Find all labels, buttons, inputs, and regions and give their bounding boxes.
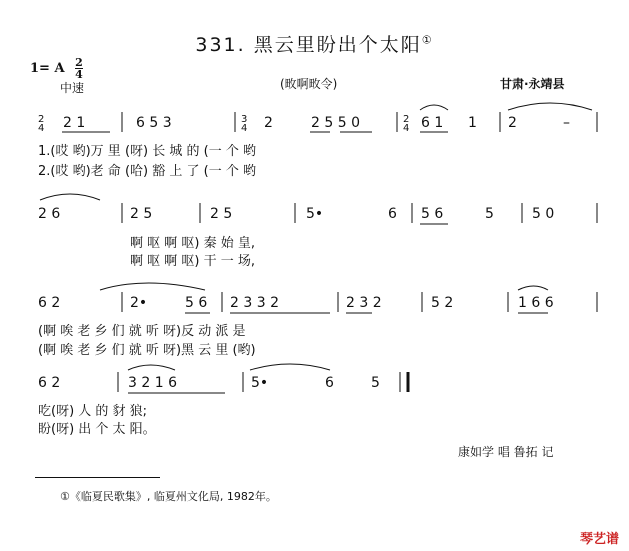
row3-measure2b: 5 6 <box>185 295 208 311</box>
row2-measure2: 2 5 <box>130 206 153 222</box>
row1-timesig2: 3 4 <box>241 114 248 134</box>
row3-measure5: 5 2 <box>431 295 454 311</box>
credits: 康如学 唱 鲁拓 记 <box>458 445 554 459</box>
row4-measure1: 6 2 <box>38 375 61 391</box>
row4-measure3b: 6 <box>325 375 334 391</box>
title-footnote-mark: ① <box>421 33 434 47</box>
row4-measure4: 5 <box>371 375 380 391</box>
row2-measure3: 2 5 <box>210 206 233 222</box>
row1-measure3a: 2 <box>264 115 273 131</box>
time-numerator: 2 <box>75 56 83 69</box>
row2-measure5: 5 6 <box>421 206 444 222</box>
row4-lyric-verse1: 吃(呀) 人 的 豺 狼; <box>38 404 148 419</box>
row3-measure1: 6 2 <box>38 295 61 311</box>
row1-measure5: 2 <box>508 115 517 131</box>
row1-measure4: 6 1 <box>421 115 444 131</box>
row2-measure6: 5 0 <box>532 206 555 222</box>
row1-lyric-verse1: 1.(哎 哟)万 里 (呀) 长 城 的 (一 个 哟 <box>38 144 256 159</box>
region-label: 甘肃·永靖县 <box>500 77 565 91</box>
row1-measure2: 6 5 3 <box>136 115 172 131</box>
tune-name: (畋啊畋令) <box>280 77 338 91</box>
row2-measure5b: 5 <box>485 206 494 222</box>
row1-measure4b: 1 <box>468 115 477 131</box>
row3-measure6: 1 6 6 <box>518 295 554 311</box>
row3-lyric-verse1: (啊 唉 老 乡 们 就 听 呀)反 动 派 是 <box>38 324 246 339</box>
row2-measure4: 5• <box>306 206 324 222</box>
row4-measure3: 5• <box>251 375 269 391</box>
row1-measure5b: – <box>563 115 570 131</box>
row3-lyric-verse2: (啊 唉 老 乡 们 就 听 呀)黑 云 里 (哟) <box>38 343 256 358</box>
footnote: ①《临夏民歌集》, 临夏州文化局, 1982年。 <box>60 490 277 503</box>
row1-lyric-verse2: 2.(哎 哟)老 命 (哈) 豁 上 了 (一 个 哟 <box>38 164 256 179</box>
row1-timesig: 2 4 <box>38 114 45 134</box>
time-denominator: 4 <box>75 68 83 81</box>
row4-measure2: 3 2 1 6 <box>128 375 177 391</box>
row2-lyric-verse1: 啊 呕 啊 呕) 秦 始 皇, <box>130 236 255 251</box>
row3-measure3: 2 3 3 2 <box>230 295 279 311</box>
title-text: 331. 黑云里盼出个太阳 <box>195 34 422 56</box>
key-text: 1= A <box>30 61 65 76</box>
row3-measure4: 2 3 2 <box>346 295 382 311</box>
row1-timesig3: 2 4 <box>403 114 410 134</box>
row1-measure1: 2 1 <box>63 115 86 131</box>
tempo-marking: 中速 <box>60 81 85 95</box>
row4-lyric-verse2: 盼(呀) 出 个 太 阳。 <box>38 422 156 437</box>
row3-measure2: 2• <box>130 295 148 311</box>
watermark-logo: 琴艺谱 <box>579 532 619 547</box>
row2-measure1: 2 6 <box>38 206 61 222</box>
row2-measure4b: 6 <box>388 206 397 222</box>
footnote-divider <box>35 477 160 478</box>
row1-measure3b: 2 5 5 0 <box>311 115 360 131</box>
row2-lyric-verse2: 啊 呕 啊 呕) 干 一 场, <box>130 254 255 269</box>
